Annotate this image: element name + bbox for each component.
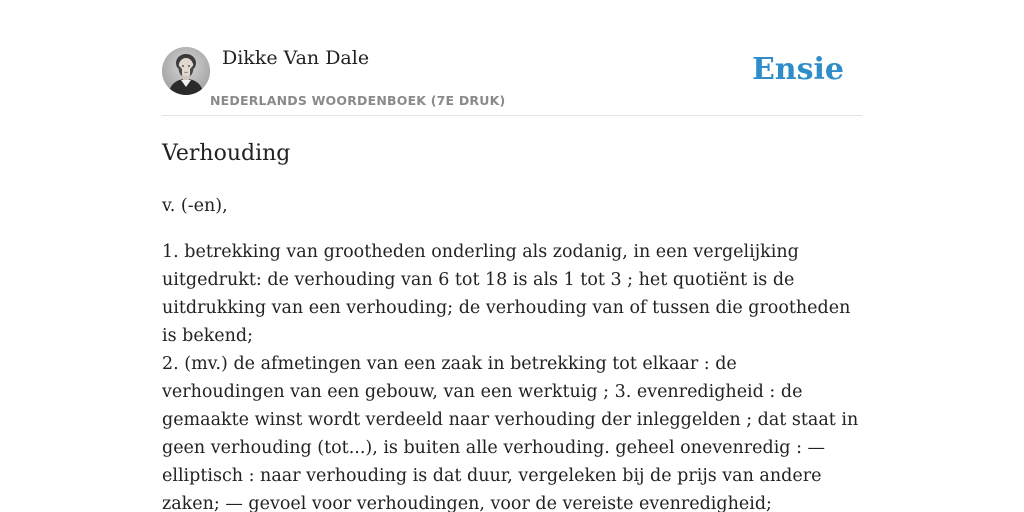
header <box>162 0 862 116</box>
entry-grammar: v. (-en), <box>162 196 228 216</box>
definition-item: 1. betrekking van grootheden onderling als zodanig, in een vergelijking uitgedrukt: de verhouding van 6 tot 18 is als 1 tot 3 ; het quotiënt is de uitdrukking van een verhouding; de verhouding van of tussen die grootheden is bekend; <box>162 242 851 346</box>
entry-definitions <box>162 238 862 512</box>
content-container <box>162 0 862 512</box>
author-avatar[interactable] <box>162 47 210 95</box>
source-label[interactable]: NEDERLANDS WOORDENBOEK (7E DRUK) <box>210 93 506 108</box>
entry-body <box>162 192 862 512</box>
entry-title: Verhouding <box>162 141 291 166</box>
definition-item: 2. (mv.) de afmetingen van een zaak in betrekking tot elkaar : de verhoudingen van een gebouw, van een werktuig ; 3. evenredigheid : de gemaakte winst wordt verdeeld naar verhouding der inleggelden ; dat staat in geen verhouding (tot...), is buiten alle verhouding. geheel onevenredig : — elliptisch : naar verhouding is dat duur, vergeleken bij de prijs van andere zaken; — gevoel voor verhoudingen, voor de vereiste evenredigheid; <box>162 354 859 512</box>
portrait-avatar-icon <box>162 47 210 95</box>
author-name[interactable]: Dikke Van Dale <box>222 47 370 69</box>
ensie-logo[interactable]: Ensie <box>751 52 844 87</box>
